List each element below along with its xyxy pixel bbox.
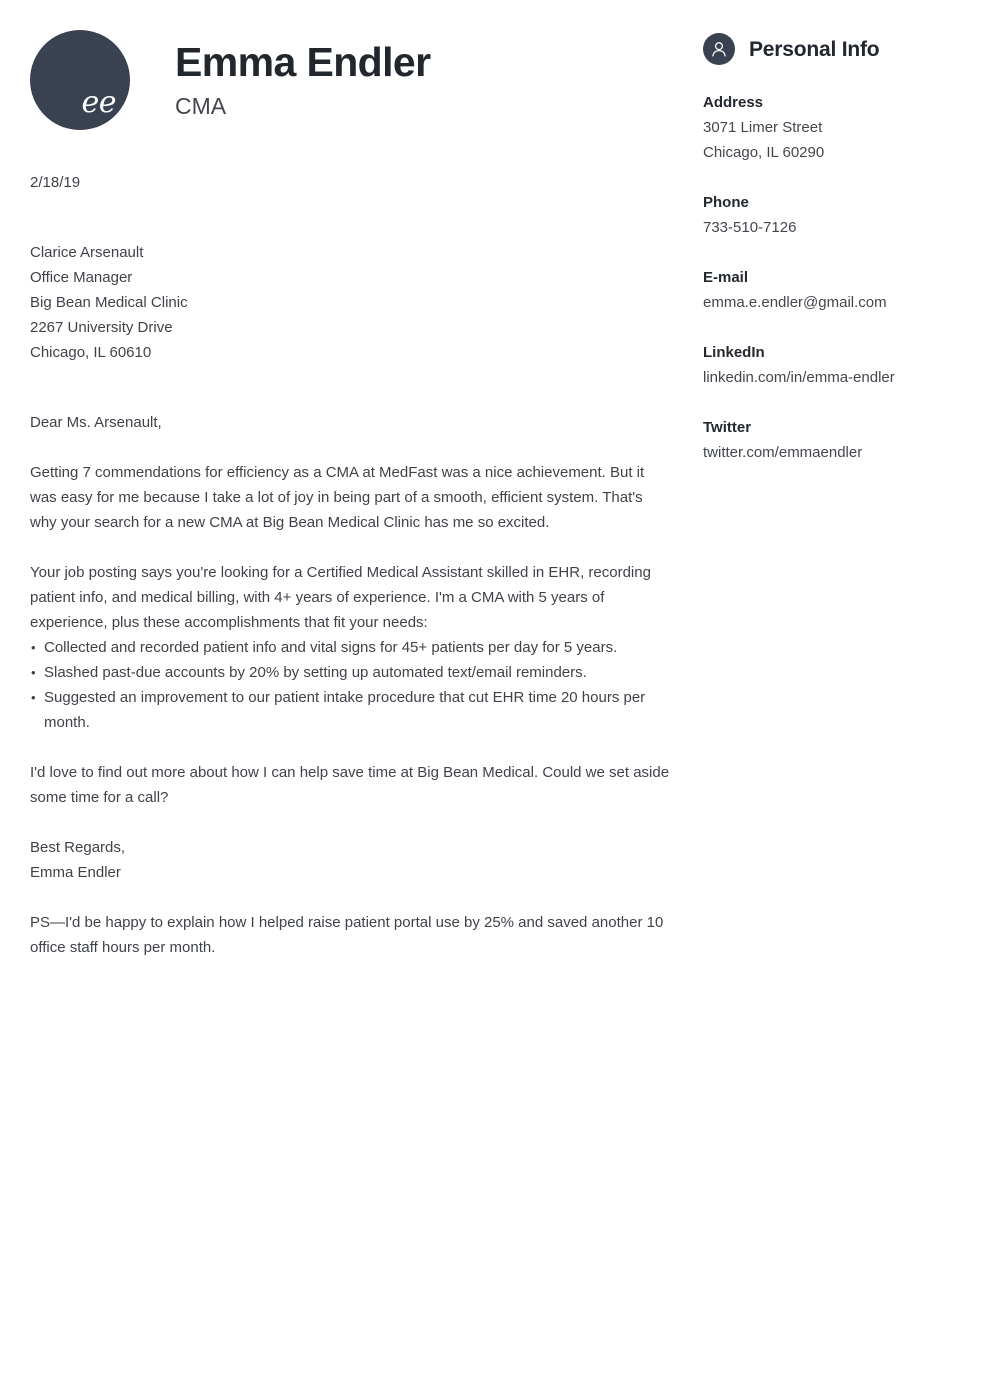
personal-info-title: Personal Info <box>749 37 880 61</box>
info-value: Chicago, IL 60290 <box>703 144 825 161</box>
info-field-phone <box>703 190 961 240</box>
list-item: • Slashed past-due accounts by 20% by setting up automated text/email reminders. <box>30 660 670 685</box>
info-value[interactable]: emma.e.endler@gmail.com <box>703 294 887 311</box>
name-block <box>175 38 431 119</box>
letter-header <box>30 28 670 132</box>
info-value[interactable]: twitter.com/emmaendler <box>703 444 863 461</box>
body-paragraph-3: I'd love to find out more about how I can help save time at Big Bean Medical. Could we set aside some time for a call? <box>30 764 670 806</box>
person-icon <box>703 33 735 65</box>
info-value: 3071 Limer Street <box>703 119 823 136</box>
info-label: Phone <box>703 194 749 211</box>
postscript: PS—I'd be happy to explain how I helped raise patient portal use by 25% and saved another 10 office staff hours per month. <box>30 914 664 956</box>
info-value[interactable]: linkedin.com/in/emma-endler <box>703 369 895 386</box>
info-label: Twitter <box>703 419 752 436</box>
personal-info-header <box>703 33 961 65</box>
info-value: 733-510-7126 <box>703 219 797 236</box>
info-label: E-mail <box>703 269 749 286</box>
list-item: • Collected and recorded patient info and vital signs for 45+ patients per day for 5 years. <box>30 635 670 660</box>
letter-column <box>30 28 670 960</box>
body-paragraph-1: Getting 7 commendations for efficiency as a CMA at MedFast was a nice achievement. But it was easy for me because I take a lot of joy in being part of a smooth, efficient system. That's why your search for a new CMA at Big Bean Medical Clinic has me so excited. <box>30 464 645 531</box>
avatar-monogram: ee <box>81 85 116 120</box>
personal-info-sidebar <box>703 33 961 465</box>
accomplishments-list <box>30 635 670 735</box>
recipient-street: 2267 University Drive <box>30 319 173 336</box>
info-field-linkedin <box>703 340 961 390</box>
body-paragraph-2: Your job posting says you're looking for a Certified Medical Assistant skilled in EHR, recording patient info, and medical billing, with 4+ years of experience. I'm a CMA with 5 years of experience, plus these accomplishments that fit your needs: <box>30 564 651 631</box>
recipient-address-block <box>30 240 670 365</box>
candidate-job-title: CMA <box>175 92 227 119</box>
closing-block <box>30 835 670 885</box>
recipient-title: Office Manager <box>30 269 133 286</box>
closing-phrase: Best Regards, <box>30 839 126 856</box>
info-label: LinkedIn <box>703 344 765 361</box>
signature-name: Emma Endler <box>30 864 121 881</box>
recipient-city-state-zip: Chicago, IL 60610 <box>30 344 152 361</box>
info-field-twitter <box>703 415 961 465</box>
list-item: • Suggested an improvement to our patient intake procedure that cut EHR time 20 hours per month. <box>30 685 670 735</box>
info-field-email <box>703 265 961 315</box>
recipient-name: Clarice Arsenault <box>30 244 144 261</box>
info-field-address <box>703 90 961 165</box>
info-label: Address <box>703 94 764 111</box>
recipient-company: Big Bean Medical Clinic <box>30 294 188 311</box>
letter-date: 2/18/19 <box>30 174 81 191</box>
candidate-name: Emma Endler <box>175 38 431 85</box>
avatar <box>30 30 130 130</box>
salutation: Dear Ms. Arsenault, <box>30 414 162 431</box>
